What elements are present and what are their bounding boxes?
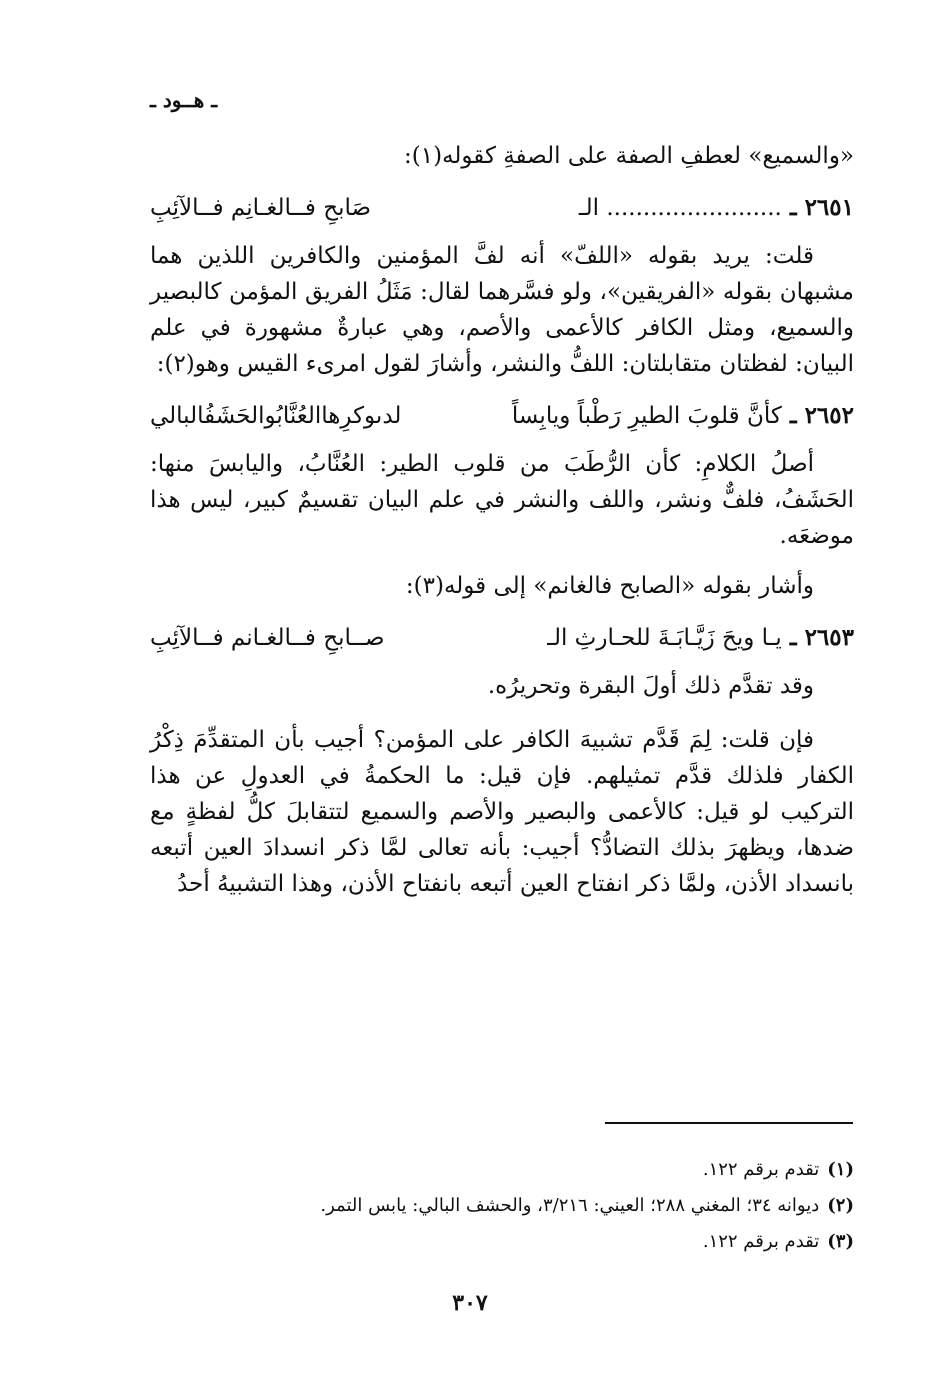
verse-hemistich-second: صَابحِ فــالغـانِم فــالآئِبِ [150, 195, 372, 221]
footnotes [150, 1152, 854, 1260]
footnote-text: ديوانه ٣٤؛ المغني ٢٨٨؛ العيني: ٣/٢١٦، والحشف البالي: يابس التمر. [320, 1195, 820, 1216]
verse-hemistich-first: يـا ويحَ زَيَّـابَـةَ للحـارثِ الـ [547, 625, 782, 651]
footnote-marker: (٢) [827, 1195, 854, 1216]
verse-hemistich-second: لدىوكرِهاالعُنَّابُوالحَشَفُالبالي [150, 403, 402, 429]
running-header: ـ هــود ـ [150, 88, 218, 112]
paragraph-commentary-1: قلت: يريد بقوله «اللفّ» أنه لفَّ المؤمنين والكافرين اللذين هما مشبهان بقوله «الفريقين»، ولو فسَّرهما لقال: مَثَلُ الفريق المؤمن كالبصير والسميع، ومثل الكافر كالأعمى والأصم، وهي عبارةٌ مشهورة في علم البيان: لفظتان متقابلتان: اللفُّ والنشر، وأشارَ لقول امرىء القيس وهو(٢): [150, 243, 854, 377]
verse-2653 [150, 618, 854, 658]
verse-number: ٢٦٥٣ ـ [789, 624, 854, 651]
footnote-text: تقدم برقم ١٢٢. [702, 1231, 820, 1252]
verse-2651 [150, 188, 854, 228]
verse-2652 [150, 396, 854, 436]
verse-number: ٢٦٥١ ـ [789, 194, 854, 221]
verse-hemistich-second: صــابحِ فــالغـانم فــالآئِبِ [150, 625, 385, 651]
paragraph-commentary-2: أصلُ الكلامِ: كأن الرُّطَبَ من قلوب الطير: العُنَّابُ، واليابسَ منها: الحَشَفُ، فلفٌّ ونشر، واللف والنشر في علم البيان تقسيمٌ كبير، ليس هذا موضعَه. [150, 451, 854, 549]
footnote-divider [605, 1122, 853, 1124]
verse-number: ٢٦٥٢ ـ [789, 402, 854, 429]
intro-line: «والسميع» لعطفِ الصفة على الصفةِ كقوله(١): [404, 143, 854, 169]
footnote-marker: (٣) [827, 1231, 854, 1252]
paragraph-commentary-3: وأشار بقوله «الصابح فالغانم» إلى قوله(٣): [405, 573, 814, 599]
paragraph-commentary-5: فإن قلت: لِمَ قَدَّم تشبيهَ الكافر على المؤمن؟ أجيب بأن المتقدِّمَ ذِكْرُ الكفار فلذلك قدَّم تمثيلهم. فإن قيل: ما الحكمةُ في العدولِ عن هذا التركيب لو قيل: كالأعمى والبصير والأصم والسميع لتتقابلَ كلُّ لفظةٍ مع ضدها، ويظهرَ بذلك التضادُّ؟ أجيب: بأنه تعالى لمَّا ذكر انسدادَ العين أتبعه بانسداد الأذن، ولمَّا ذكر انفتاح العين أتبعه بانفتاح الأذن، وهذا التشبيهُ أحدُ [150, 727, 854, 897]
main-text [150, 138, 854, 902]
footnote-text: تقدم برقم ١٢٢. [702, 1159, 820, 1180]
verse-hemistich-first: كأنَّ قلوبَ الطيرِ رَطْباً ويابِساً [511, 403, 782, 429]
verse-hemistich-first: ........................ الـ [578, 195, 782, 221]
footnote-1 [150, 1152, 854, 1188]
footnote-marker: (١) [827, 1159, 854, 1180]
paragraph-commentary-4: وقد تقدَّم ذلك أولَ البقرة وتحريرُه. [487, 673, 814, 699]
footnote-2 [150, 1188, 854, 1224]
footnote-3 [150, 1224, 854, 1260]
page-number: ٣٠٧ [452, 1290, 488, 1316]
